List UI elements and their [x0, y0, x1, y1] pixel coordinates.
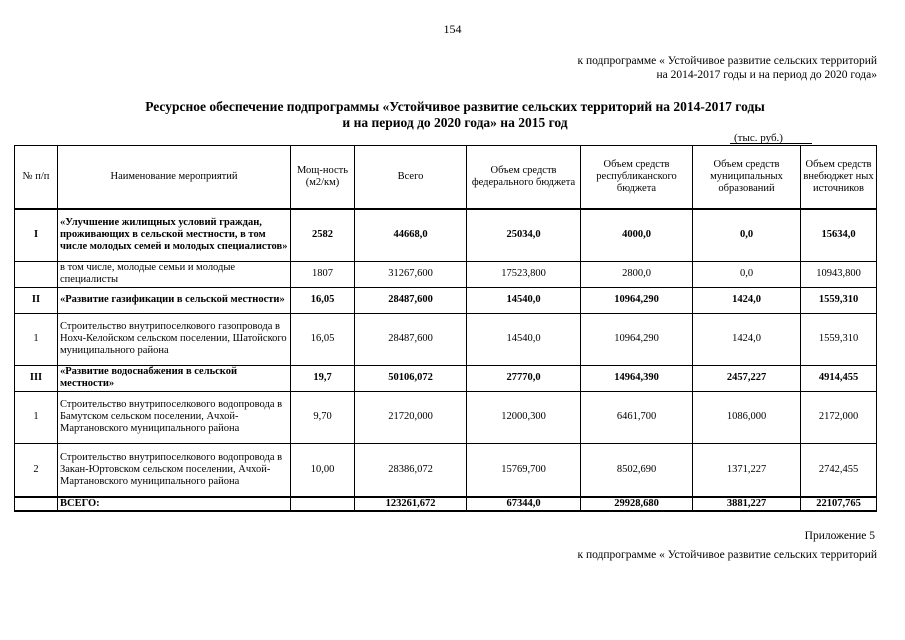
header-republic: Объем средств республиканского бюджета — [581, 146, 693, 210]
row-total: 28487,600 — [355, 287, 467, 313]
total-label: ВСЕГО: — [58, 497, 291, 511]
row-extrabudget: 1559,310 — [801, 313, 877, 365]
row-republic: 8502,690 — [581, 443, 693, 497]
title-line1: Ресурсное обеспечение подпрограммы «Устойчивое развитие сельских территорий на 2014-2017 годы — [145, 99, 765, 114]
row-extrabudget: 10943,800 — [801, 261, 877, 287]
row-total: 21720,000 — [355, 391, 467, 443]
row-num: 2 — [15, 443, 58, 497]
table-row — [15, 313, 877, 365]
row-republic: 10964,290 — [581, 313, 693, 365]
row-name: в том числе, молодые семьи и молодые специалисты — [58, 261, 291, 287]
row-municipal: 0,0 — [693, 261, 801, 287]
table-row — [15, 365, 877, 391]
header-note-line1: к подпрограмме « Устойчивое развитие сельских территорий — [577, 55, 877, 67]
row-total: 44668,0 — [355, 209, 467, 261]
row-power: 1807 — [291, 261, 355, 287]
row-power: 10,00 — [291, 443, 355, 497]
table-row — [15, 209, 877, 261]
row-municipal: 1371,227 — [693, 443, 801, 497]
units-label: (тыс. руб.) — [734, 132, 783, 144]
header-federal: Объем средств федерального бюджета — [467, 146, 581, 210]
row-num: III — [15, 365, 58, 391]
row-federal: 27770,0 — [467, 365, 581, 391]
table-header-row — [15, 146, 877, 210]
table-row — [15, 261, 877, 287]
table-row — [15, 287, 877, 313]
row-federal: 25034,0 — [467, 209, 581, 261]
row-name: «Развитие газификации в сельской местности» — [58, 287, 291, 313]
row-power: 9,70 — [291, 391, 355, 443]
row-name: «Развитие водоснабжения в сельской местности» — [58, 365, 291, 391]
total-total: 123261,672 — [355, 497, 467, 511]
row-republic: 10964,290 — [581, 287, 693, 313]
total-row — [15, 497, 877, 511]
document-title — [60, 99, 850, 131]
row-total: 31267,600 — [355, 261, 467, 287]
row-extrabudget: 2742,455 — [801, 443, 877, 497]
row-extrabudget: 4914,455 — [801, 365, 877, 391]
row-num: II — [15, 287, 58, 313]
appendix-label: Приложение 5 — [804, 530, 875, 542]
row-name: Строительство внутрипоселкового газопровода в Нохч-Келойском сельском поселении, Шатойского муниципального района — [58, 313, 291, 365]
header-name: Наименование мероприятий — [58, 146, 291, 210]
bottom-note: к подпрограмме « Устойчивое развитие сельских территорий — [577, 549, 877, 561]
total-municipal: 3881,227 — [693, 497, 801, 511]
row-federal: 14540,0 — [467, 287, 581, 313]
row-republic: 6461,700 — [581, 391, 693, 443]
header-total: Всего — [355, 146, 467, 210]
row-federal: 12000,300 — [467, 391, 581, 443]
row-federal: 14540,0 — [467, 313, 581, 365]
row-num — [15, 261, 58, 287]
total-power — [291, 497, 355, 511]
header-num: № п/п — [15, 146, 58, 210]
row-extrabudget: 2172,000 — [801, 391, 877, 443]
header-extrabudget: Объем средств внебюджет ных источников — [801, 146, 877, 210]
table-row — [15, 391, 877, 443]
row-republic: 2800,0 — [581, 261, 693, 287]
row-name: Строительство внутрипоселкового водопровода в Бамутском сельском поселении, Ачхой-Мартановского муниципального района — [58, 391, 291, 443]
row-name: Строительство внутрипоселкового водопровода в Закан-Юртовском сельском поселении, Ачхой-Мартановского муниципального района — [58, 443, 291, 497]
row-total: 28386,072 — [355, 443, 467, 497]
row-municipal: 1424,0 — [693, 287, 801, 313]
row-power: 16,05 — [291, 287, 355, 313]
row-num: 1 — [15, 313, 58, 365]
title-line2: и на период до 2020 года» на 2015 год — [342, 115, 568, 130]
row-federal: 15769,700 — [467, 443, 581, 497]
total-republic: 29928,680 — [581, 497, 693, 511]
total-federal: 67344,0 — [467, 497, 581, 511]
table-row — [15, 443, 877, 497]
row-power: 16,05 — [291, 313, 355, 365]
row-municipal: 0,0 — [693, 209, 801, 261]
resource-table — [14, 145, 877, 512]
row-extrabudget: 1559,310 — [801, 287, 877, 313]
header-municipal: Объем средств муниципальных образований — [693, 146, 801, 210]
row-republic: 4000,0 — [581, 209, 693, 261]
row-power: 2582 — [291, 209, 355, 261]
row-municipal: 1086,000 — [693, 391, 801, 443]
row-total: 28487,600 — [355, 313, 467, 365]
row-republic: 14964,390 — [581, 365, 693, 391]
total-extrabudget: 22107,765 — [801, 497, 877, 511]
row-num: 1 — [15, 391, 58, 443]
page-number: 154 — [443, 22, 462, 36]
total-num — [15, 497, 58, 511]
row-municipal: 2457,227 — [693, 365, 801, 391]
row-extrabudget: 15634,0 — [801, 209, 877, 261]
row-total: 50106,072 — [355, 365, 467, 391]
header-note-line2: на 2014-2017 годы и на период до 2020 года» — [656, 69, 877, 81]
row-num: I — [15, 209, 58, 261]
header-power: Мощ-ность (м2/км) — [291, 146, 355, 210]
units-underline — [730, 143, 812, 144]
row-federal: 17523,800 — [467, 261, 581, 287]
row-power: 19,7 — [291, 365, 355, 391]
row-name: «Улучшение жилищных условий граждан, проживающих в сельской местности, в том числе молодых семей и молодых специалистов» — [58, 209, 291, 261]
row-municipal: 1424,0 — [693, 313, 801, 365]
